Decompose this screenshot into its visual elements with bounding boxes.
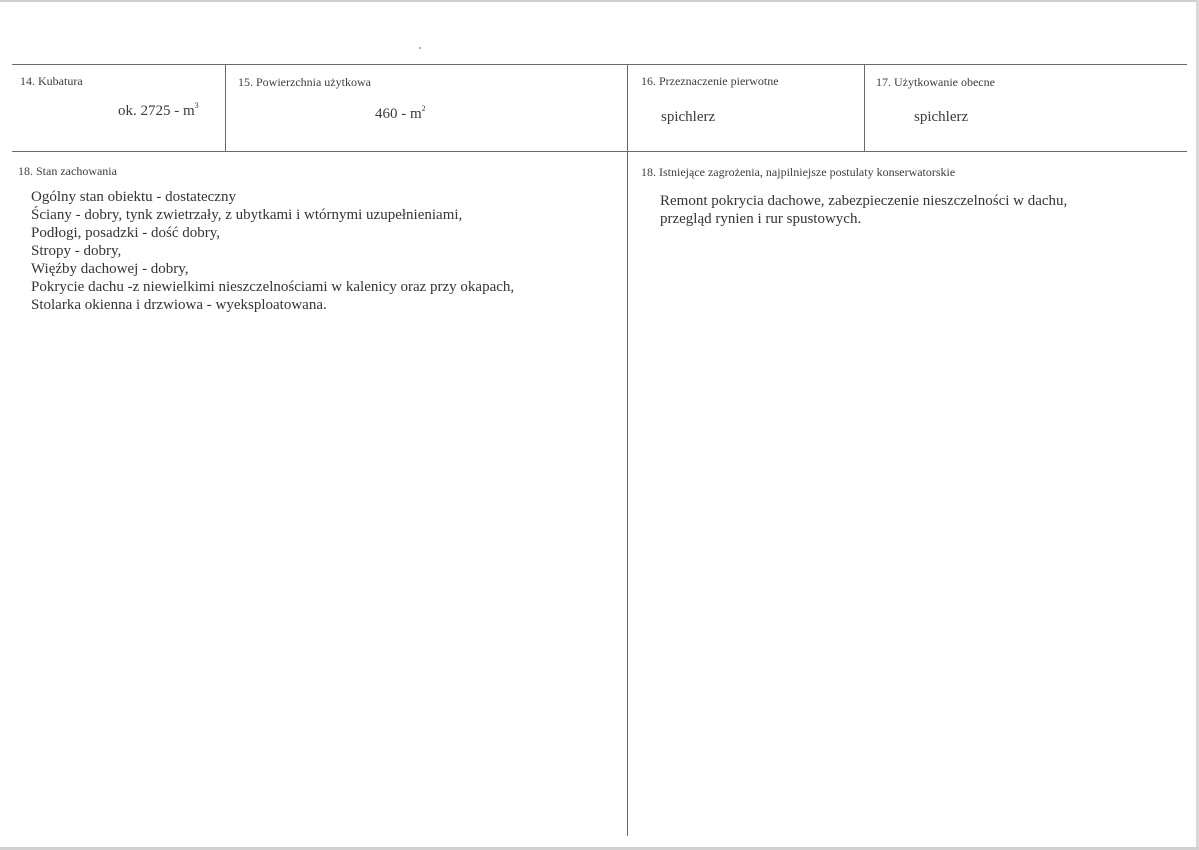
form-top-rule	[12, 64, 1187, 65]
form-middle-rule	[12, 151, 1187, 152]
przeznaczenie-label: 16. Przeznaczenie pierwotne	[641, 74, 779, 88]
kubatura-label: 14. Kubatura	[20, 74, 83, 88]
divider-main	[627, 64, 628, 836]
kubatura-value-text: ok. 2725 - m	[118, 103, 195, 119]
stan-zachowania-text	[31, 188, 514, 314]
divider-kubatura	[225, 64, 226, 151]
kubatura-value	[118, 103, 199, 120]
uzytkowanie-label: 17. Użytkowanie obecne	[876, 75, 995, 89]
powierzchnia-unit-exponent: 2	[421, 104, 426, 113]
stan-line: Pokrycie dachu -z niewielkimi nieszczelnościami w kalenicy oraz przy okapach,	[31, 279, 515, 295]
divider-uzytkowanie	[864, 64, 865, 151]
stan-line: Stropy - dobry,	[31, 243, 122, 259]
stan-zachowania-label: 18. Stan zachowania	[18, 164, 117, 178]
kubatura-unit-exponent: 3	[194, 101, 199, 110]
powierzchnia-value	[375, 106, 426, 123]
zagrozenia-text	[660, 192, 1067, 228]
powierzchnia-label: 15. Powierzchnia użytkowa	[238, 75, 371, 89]
zagrozenia-line: Remont pokrycia dachowe, zabezpieczenie nieszczelności w dachu,	[660, 193, 1068, 209]
scan-speck	[419, 47, 421, 49]
scan-top-edge	[0, 0, 1199, 2]
stan-line: Ściany - dobry, tynk zwietrzały, z ubytkami i wtórnymi uzupełnieniami,	[31, 207, 463, 223]
zagrozenia-line: przegląd rynien i rur spustowych.	[660, 211, 862, 227]
przeznaczenie-value: spichlerz	[661, 109, 716, 125]
uzytkowanie-value: spichlerz	[914, 109, 969, 125]
powierzchnia-value-text: 460 - m	[375, 106, 422, 122]
stan-line: Podłogi, posadzki - dość dobry,	[31, 225, 221, 241]
stan-line: Więźby dachowej - dobry,	[31, 261, 189, 277]
stan-line: Stolarka okienna i drzwiowa - wyeksploatowana.	[31, 297, 327, 313]
stan-line: Ogólny stan obiektu - dostateczny	[31, 189, 236, 205]
zagrozenia-label: 18. Istniejące zagrożenia, najpilniejsze postulaty konserwatorskie	[641, 165, 956, 179]
